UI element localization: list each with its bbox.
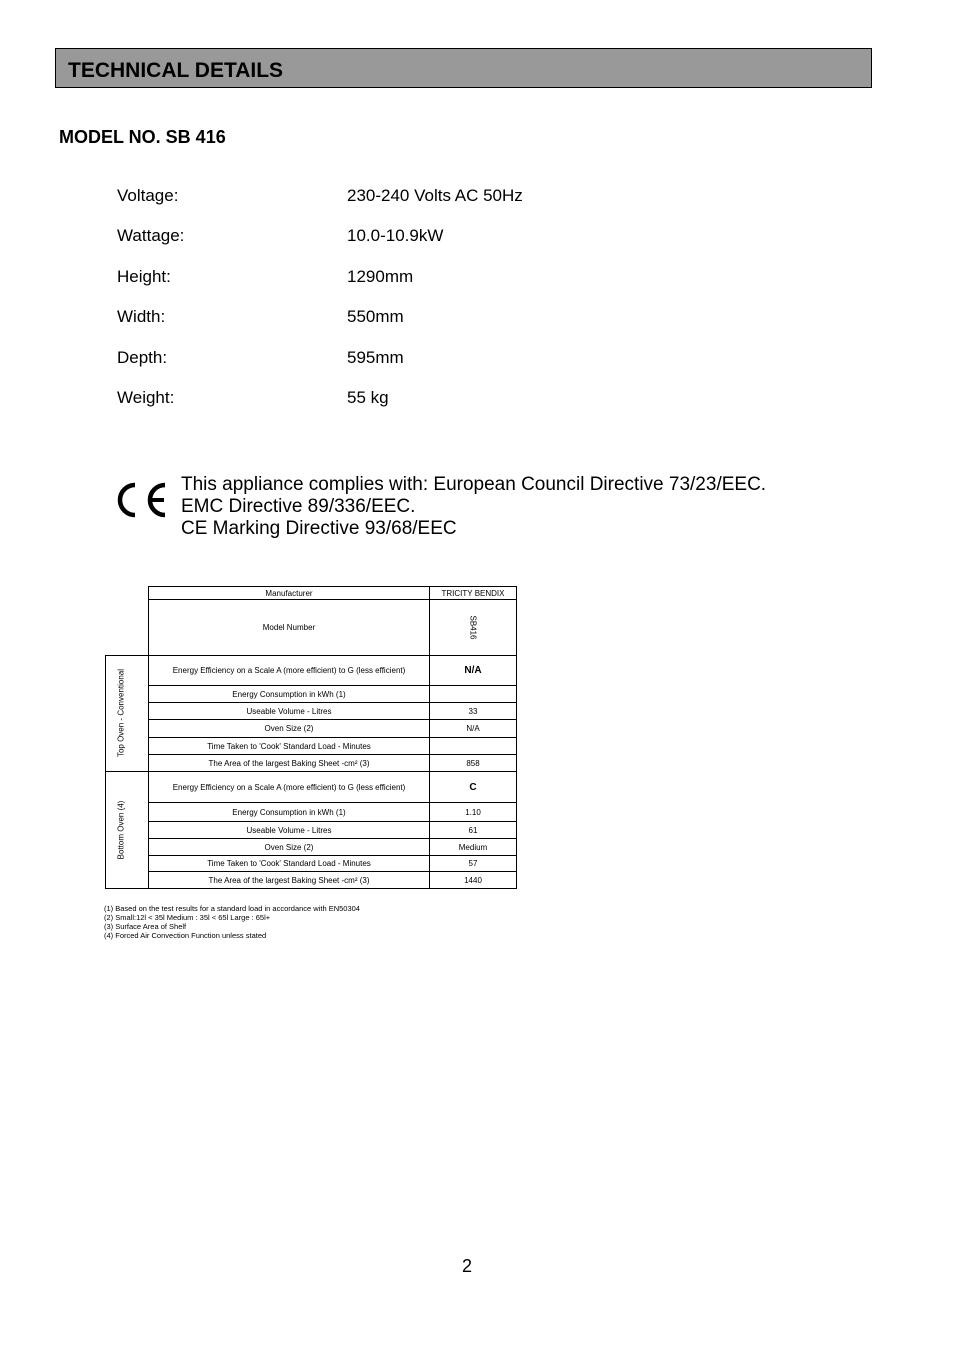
- page-number: 2: [462, 1256, 473, 1276]
- table-row-value: 57: [429, 855, 517, 872]
- top-oven-section-label: Top Oven - Conventional: [116, 668, 126, 758]
- table-row-value: 1440: [429, 871, 517, 889]
- spec-value-width: 550mm: [347, 307, 404, 326]
- table-row-value: [429, 685, 517, 703]
- table-row-value: N/A: [429, 655, 517, 686]
- footnote: (2) Small:12l < 35l Medium : 35l < 65l Large : 65l+: [104, 913, 271, 922]
- table-row-label: Useable Volume - Litres: [148, 821, 430, 839]
- table-row-label: Energy Consumption in kWh (1): [148, 802, 430, 822]
- spec-label-wattage: Wattage:: [117, 226, 185, 245]
- bottom-oven-section-cell: [105, 771, 149, 889]
- table-row-label: The Area of the largest Baking Sheet -cm² (3): [148, 754, 430, 772]
- manufacturer-value-cell: [429, 586, 517, 600]
- model-value-cell: [429, 599, 517, 656]
- spec-value-wattage: 10.0-10.9kW: [347, 226, 444, 245]
- model-value: SB416: [468, 615, 478, 640]
- table-row-label: The Area of the largest Baking Sheet -cm² (3): [148, 871, 430, 889]
- manufacturer-label-cell: [148, 586, 430, 600]
- table-row-label: Energy Efficiency on a Scale A (more efficient) to G (less efficient): [148, 655, 430, 686]
- model-label: Model Number: [262, 623, 316, 632]
- table-row-label: Energy Efficiency on a Scale A (more efficient) to G (less efficient): [148, 771, 430, 803]
- table-row-value: C: [429, 771, 517, 803]
- table-row-value: [429, 737, 517, 755]
- section-header-bar: [55, 48, 872, 88]
- bottom-oven-section-label: Bottom Oven (4): [116, 800, 126, 860]
- table-row-value: N/A: [429, 719, 517, 738]
- spec-label-depth: Depth:: [117, 348, 168, 367]
- spec-value-depth: 595mm: [347, 348, 404, 367]
- footnotes: [104, 904, 360, 940]
- spec-value-voltage: 230-240 Volts AC 50Hz: [347, 186, 523, 205]
- model-number-heading: MODEL NO. SB 416: [59, 127, 226, 147]
- spec-value-height: 1290mm: [347, 267, 414, 286]
- table-row-value: 1.10: [429, 802, 517, 822]
- table-row-label: Useable Volume - Litres: [148, 702, 430, 720]
- table-row-value: Medium: [429, 838, 517, 856]
- spec-label-width: Width:: [117, 307, 166, 326]
- table-row-value: 858: [429, 754, 517, 772]
- table-row-label: Time Taken to 'Cook' Standard Load - Minutes: [148, 855, 430, 872]
- compliance-line: This appliance complies with: European Council Directive 73/23/EEC.: [181, 474, 767, 495]
- table-row-label: Energy Consumption in kWh (1): [148, 685, 430, 703]
- footnote: (1) Based on the test results for a standard load in accordance with EN50304: [104, 904, 360, 913]
- compliance-line: EMC Directive 89/336/EEC.: [181, 496, 416, 517]
- table-row-label: Oven Size (2): [148, 838, 430, 856]
- table-row-value: 61: [429, 821, 517, 839]
- footnote: (3) Surface Area of Shelf: [104, 922, 187, 931]
- compliance-statement: [181, 474, 766, 540]
- compliance-line: CE Marking Directive 93/68/EEC: [181, 518, 457, 539]
- model-label-cell: [148, 599, 430, 656]
- top-oven-section-cell: [105, 655, 149, 772]
- spec-label-height: Height:: [117, 267, 171, 286]
- section-title: TECHNICAL DETAILS: [68, 59, 284, 82]
- manufacturer-value: TRICITY BENDIX: [441, 588, 505, 598]
- manufacturer-label: Manufacturer: [265, 588, 313, 598]
- table-row-label: Oven Size (2): [148, 719, 430, 738]
- spec-value-weight: 55 kg: [347, 388, 389, 407]
- footnote: (4) Forced Air Convection Function unless stated: [104, 931, 267, 940]
- spec-label-weight: Weight:: [117, 388, 175, 407]
- ce-mark-logo: [113, 481, 169, 519]
- table-row-label: Time Taken to 'Cook' Standard Load - Minutes: [148, 737, 430, 755]
- spec-label-voltage: Voltage:: [117, 186, 179, 205]
- table-row-value: 33: [429, 702, 517, 720]
